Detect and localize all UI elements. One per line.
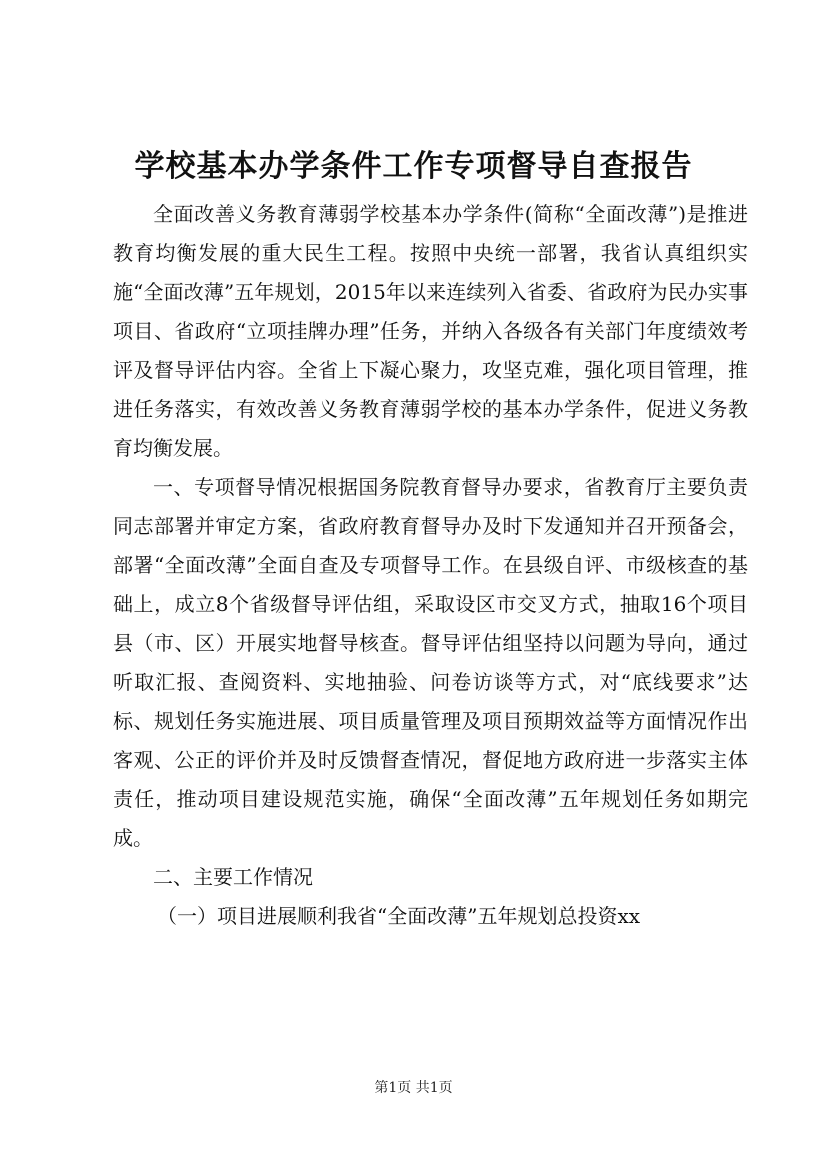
paragraph-intro: 全面改善义务教育薄弱学校基本办学条件(简称“全面改薄”)是推进教育均衡发展的重大民生工程。按照中央统一部署，我省认真组织实施“全面改薄”五年规划，2015年以来连续列入省委、省政府为民办实事项目、省政府“立项挂牌办理”任务，并纳入各级各有关部门年度绩效考评及督导评估内容。全省上下凝心聚力，攻坚克难，强化项目管理，推进任务落实，有效改善义务教育薄弱学校的基本办学条件，促进义务教育均衡发展。 [113, 202, 748, 460]
page-footer [0, 1078, 827, 1098]
paragraph-section-1: 一、专项督导情况根据国务院教育督导办要求，省教育厅主要负责同志部署并审定方案，省政府教育督导办及时下发通知并召开预备会，部署“全面改薄”全面自查及专项督导工作。在县级自评、市级核查的基础上，成立8个省级督导评估组，采取设区市交叉方式，抽取16个项目县（市、区）开展实地督导核查。督导评估组坚持以问题为导向，通过听取汇报、查阅资料、实地抽验、问卷访谈等方式，对“底线要求”达标、规划任务实施进展、项目质量管理及项目预期效益等方面情况作出客观、公正的评价并及时反馈督查情况，督促地方政府进一步落实主体责任，推动项目建设规范实施，确保“全面改薄”五年规划任务如期完成。 [113, 475, 748, 850]
page-number-label: 第1页 共1页 [374, 1080, 453, 1096]
document-body [113, 195, 748, 936]
heading-section-2: 二、主要工作情况 [153, 865, 313, 889]
document-title: 学校基本办学条件工作专项督导自查报告 [134, 149, 693, 184]
paragraph-subsection-1: （一）项目进展顺利我省“全面改薄”五年规划总投资xx [157, 904, 641, 928]
